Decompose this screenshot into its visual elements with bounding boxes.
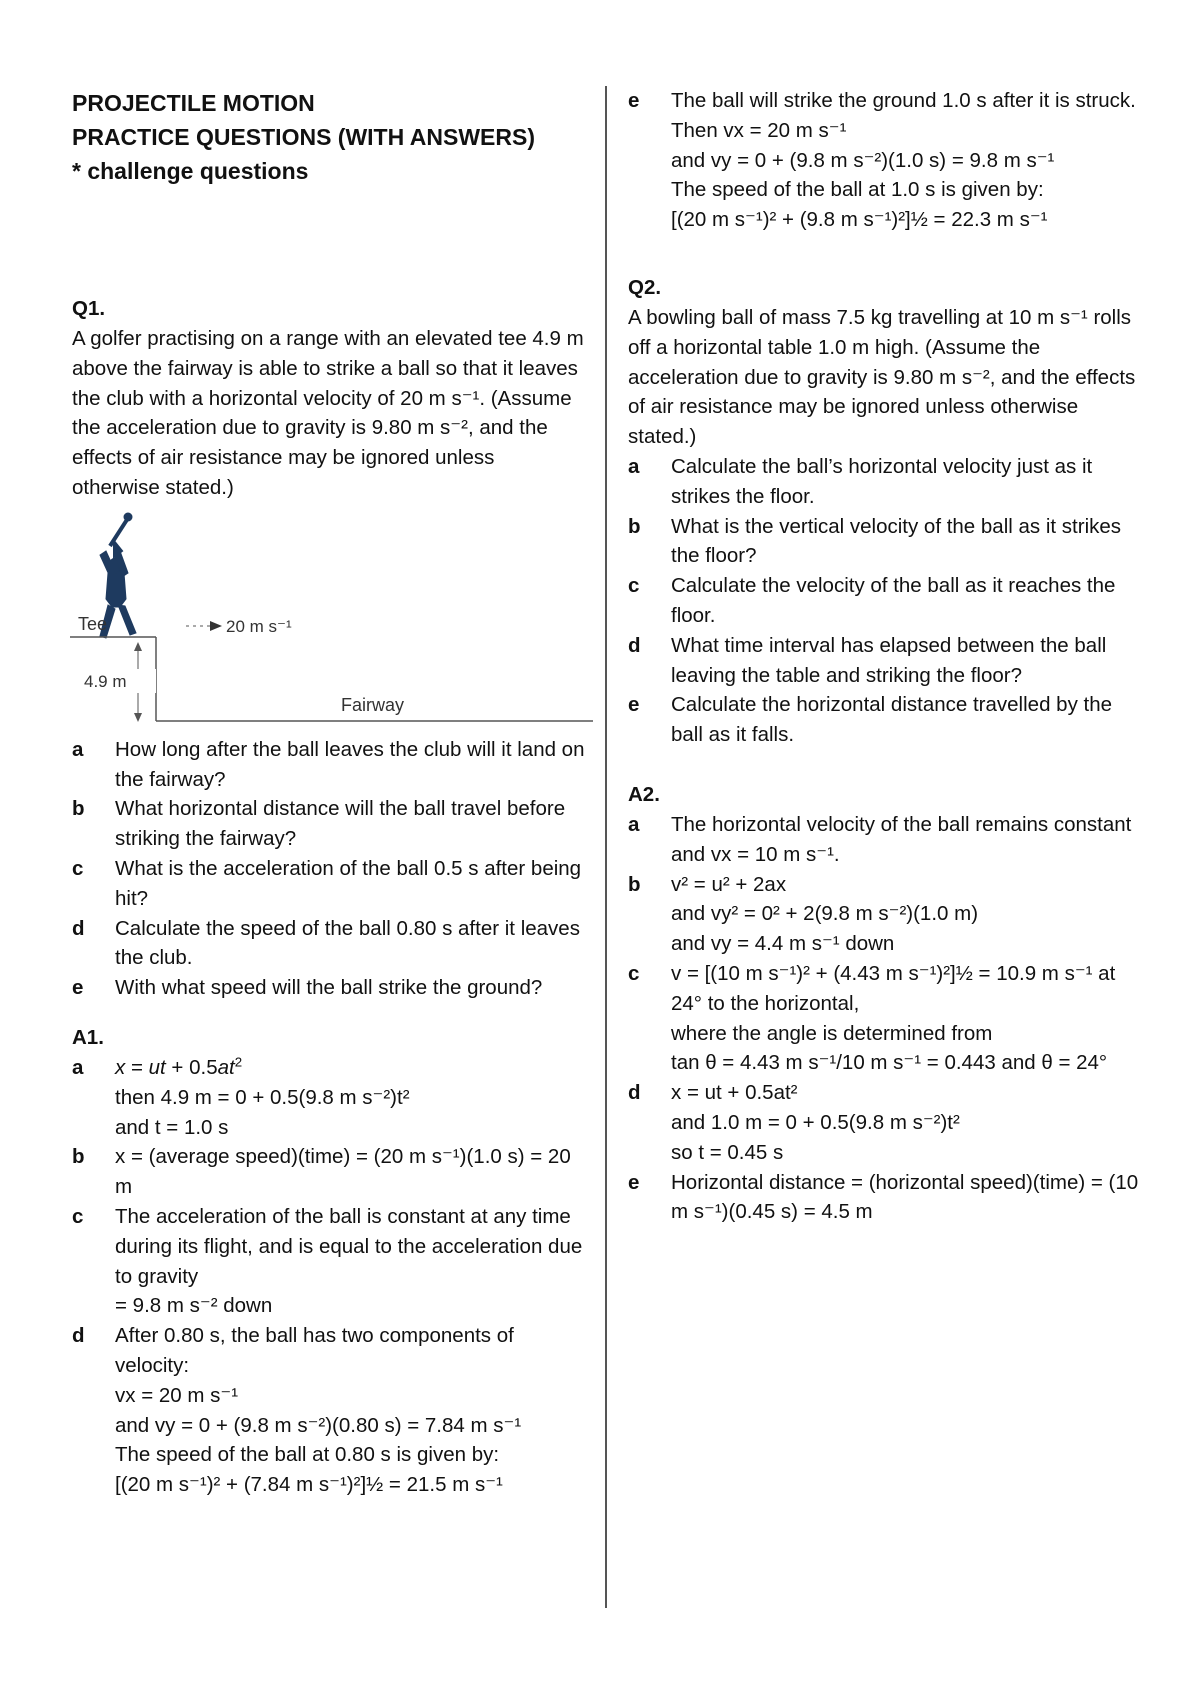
q2-part-e: e Calculate the horizontal distance travelled by the ball as it falls. <box>628 693 1113 747</box>
a1-heading: A1. <box>72 1025 104 1049</box>
tee-label: Tee <box>78 613 108 634</box>
column-divider <box>605 86 607 1608</box>
q1-part-e: e With what speed will the ball strike the ground? <box>72 976 543 1000</box>
q1-part-b: b What horizontal distance will the ball travel before striking the fairway? <box>72 797 566 851</box>
right-column <box>628 86 1148 1227</box>
q2-heading: Q2. <box>628 275 662 299</box>
a1-part-b: b x = (average speed)(time) = (20 m s⁻¹)(1.0 s) = 20 m <box>72 1145 571 1199</box>
a1-part-a: a x = ut + $0.5at^2$ then 4.9 m = 0 + 0.5(9.8 m s⁻²)t² and t = 1.0 s <box>72 1053 587 1142</box>
a2-heading: A2. <box>628 782 660 806</box>
q1-heading: Q1. <box>72 297 106 320</box>
a2-part-e: e Horizontal distance = (horizontal speed)(time) = (10 m s⁻¹)(0.45 s) = 4.5 m <box>628 1170 1139 1224</box>
q2-part-c: c Calculate the velocity of the ball as it reaches the floor. <box>628 574 1116 627</box>
a1-a-line3: and t = 1.0 s <box>115 1115 229 1139</box>
a1-part-e: e The ball will strike the ground 1.0 s after it is struck. Then vx = 20 m s⁻¹ and vy = 0 + (9.8 m s⁻²)(1.0 s) = 9.8 m s⁻¹ The speed of the ball at 1.0 s is given by: [(20 m s⁻¹)² + (9.8 m s⁻¹)²]½ = 22.3 m s⁻¹ <box>628 89 1136 232</box>
q2-stem: A bowling ball of mass 7.5 kg travelling at 10 m s⁻¹ rolls off a horizontal table 1.0 m high. (Assume the acceleration due to gravity is 9.80 m s⁻², and the effects of air resistance may be ignored unless otherwise stated.) <box>628 305 1136 449</box>
golfer-diagram <box>70 511 595 731</box>
left-column <box>72 86 587 1500</box>
a1-part-c: c The acceleration of the ball is constant at any time during its flight, and is equal to the acceleration due to gravity = 9.8 m s⁻² down <box>72 1204 583 1318</box>
document-subtitle: PRACTICE QUESTIONS (WITH ANSWERS) <box>72 124 535 150</box>
a2-part-d: d x = ut + 0.5at² and 1.0 m = 0 + 0.5(9.8 m s⁻²)t² so t = 0.45 s <box>628 1081 960 1164</box>
q2-part-a: a Calculate the ball’s horizontal velocity just as it strikes the floor. <box>628 454 1093 508</box>
q1-stem: A golfer practising on a range with an elevated tee 4.9 m above the fairway is able to strike a ball so that it leaves the club with a horizontal velocity of 20 m s⁻¹. (Assume the acceleration due to gravity is 9.80 m s⁻², and the effects of air resistance may be ignored unless otherwise stated.) <box>72 327 584 499</box>
q1-part-a: a How long after the ball leaves the club will it land on the fairway? <box>72 737 585 791</box>
a1-a-line2: then 4.9 m = 0 + 0.5(9.8 m s⁻²)t² <box>115 1085 410 1109</box>
q2-part-b: b What is the vertical velocity of the ball as it strikes the floor? <box>628 514 1122 568</box>
q1-part-c: c What is the acceleration of the ball 0.5 s after being hit? <box>72 856 582 910</box>
a2-part-a: a The horizontal velocity of the ball remains constant and vx = 10 m s⁻¹. <box>628 812 1132 866</box>
challenge-note: * challenge questions <box>72 158 309 184</box>
velocity-label: 20 m s⁻¹ <box>226 616 292 636</box>
a2-part-b: b v² = u² + 2ax and vy² = 0² + 2(9.8 m s⁻²)(1.0 m) and vy = 4.4 m s⁻¹ down <box>628 872 979 956</box>
q2-part-d: d What time interval has elapsed between the ball leaving the table and striking the floor? <box>628 633 1107 687</box>
document-title: PROJECTILE MOTION <box>72 90 315 116</box>
fairway-label: Fairway <box>341 694 405 715</box>
a2-part-c: c v = [(10 m s⁻¹)² + (4.43 m s⁻¹)²]½ = 10.9 m s⁻¹ at 24° to the horizontal, where the angle is determined from tan θ = 4.43 m s⁻¹/10 m s⁻¹ = 0.443 and θ = 24° <box>628 961 1116 1075</box>
a1-a-line1: x = ut + $0.5at^2$ <box>115 1054 243 1079</box>
a1-part-d: d After 0.80 s, the ball has two components of velocity: vx = 20 m s⁻¹ and vy = 0 + (9.8 m s⁻²)(0.80 s) = 7.84 m s⁻¹ The speed of the ball at 0.80 s is given by: [(20 m s⁻¹)² + (7.84 m s⁻¹)²]½ = 21.5 m s⁻¹ <box>72 1324 522 1497</box>
height-label: 4.9 m <box>84 671 127 691</box>
q1-part-d: d Calculate the speed of the ball 0.80 s after it leaves the club. <box>72 916 580 970</box>
